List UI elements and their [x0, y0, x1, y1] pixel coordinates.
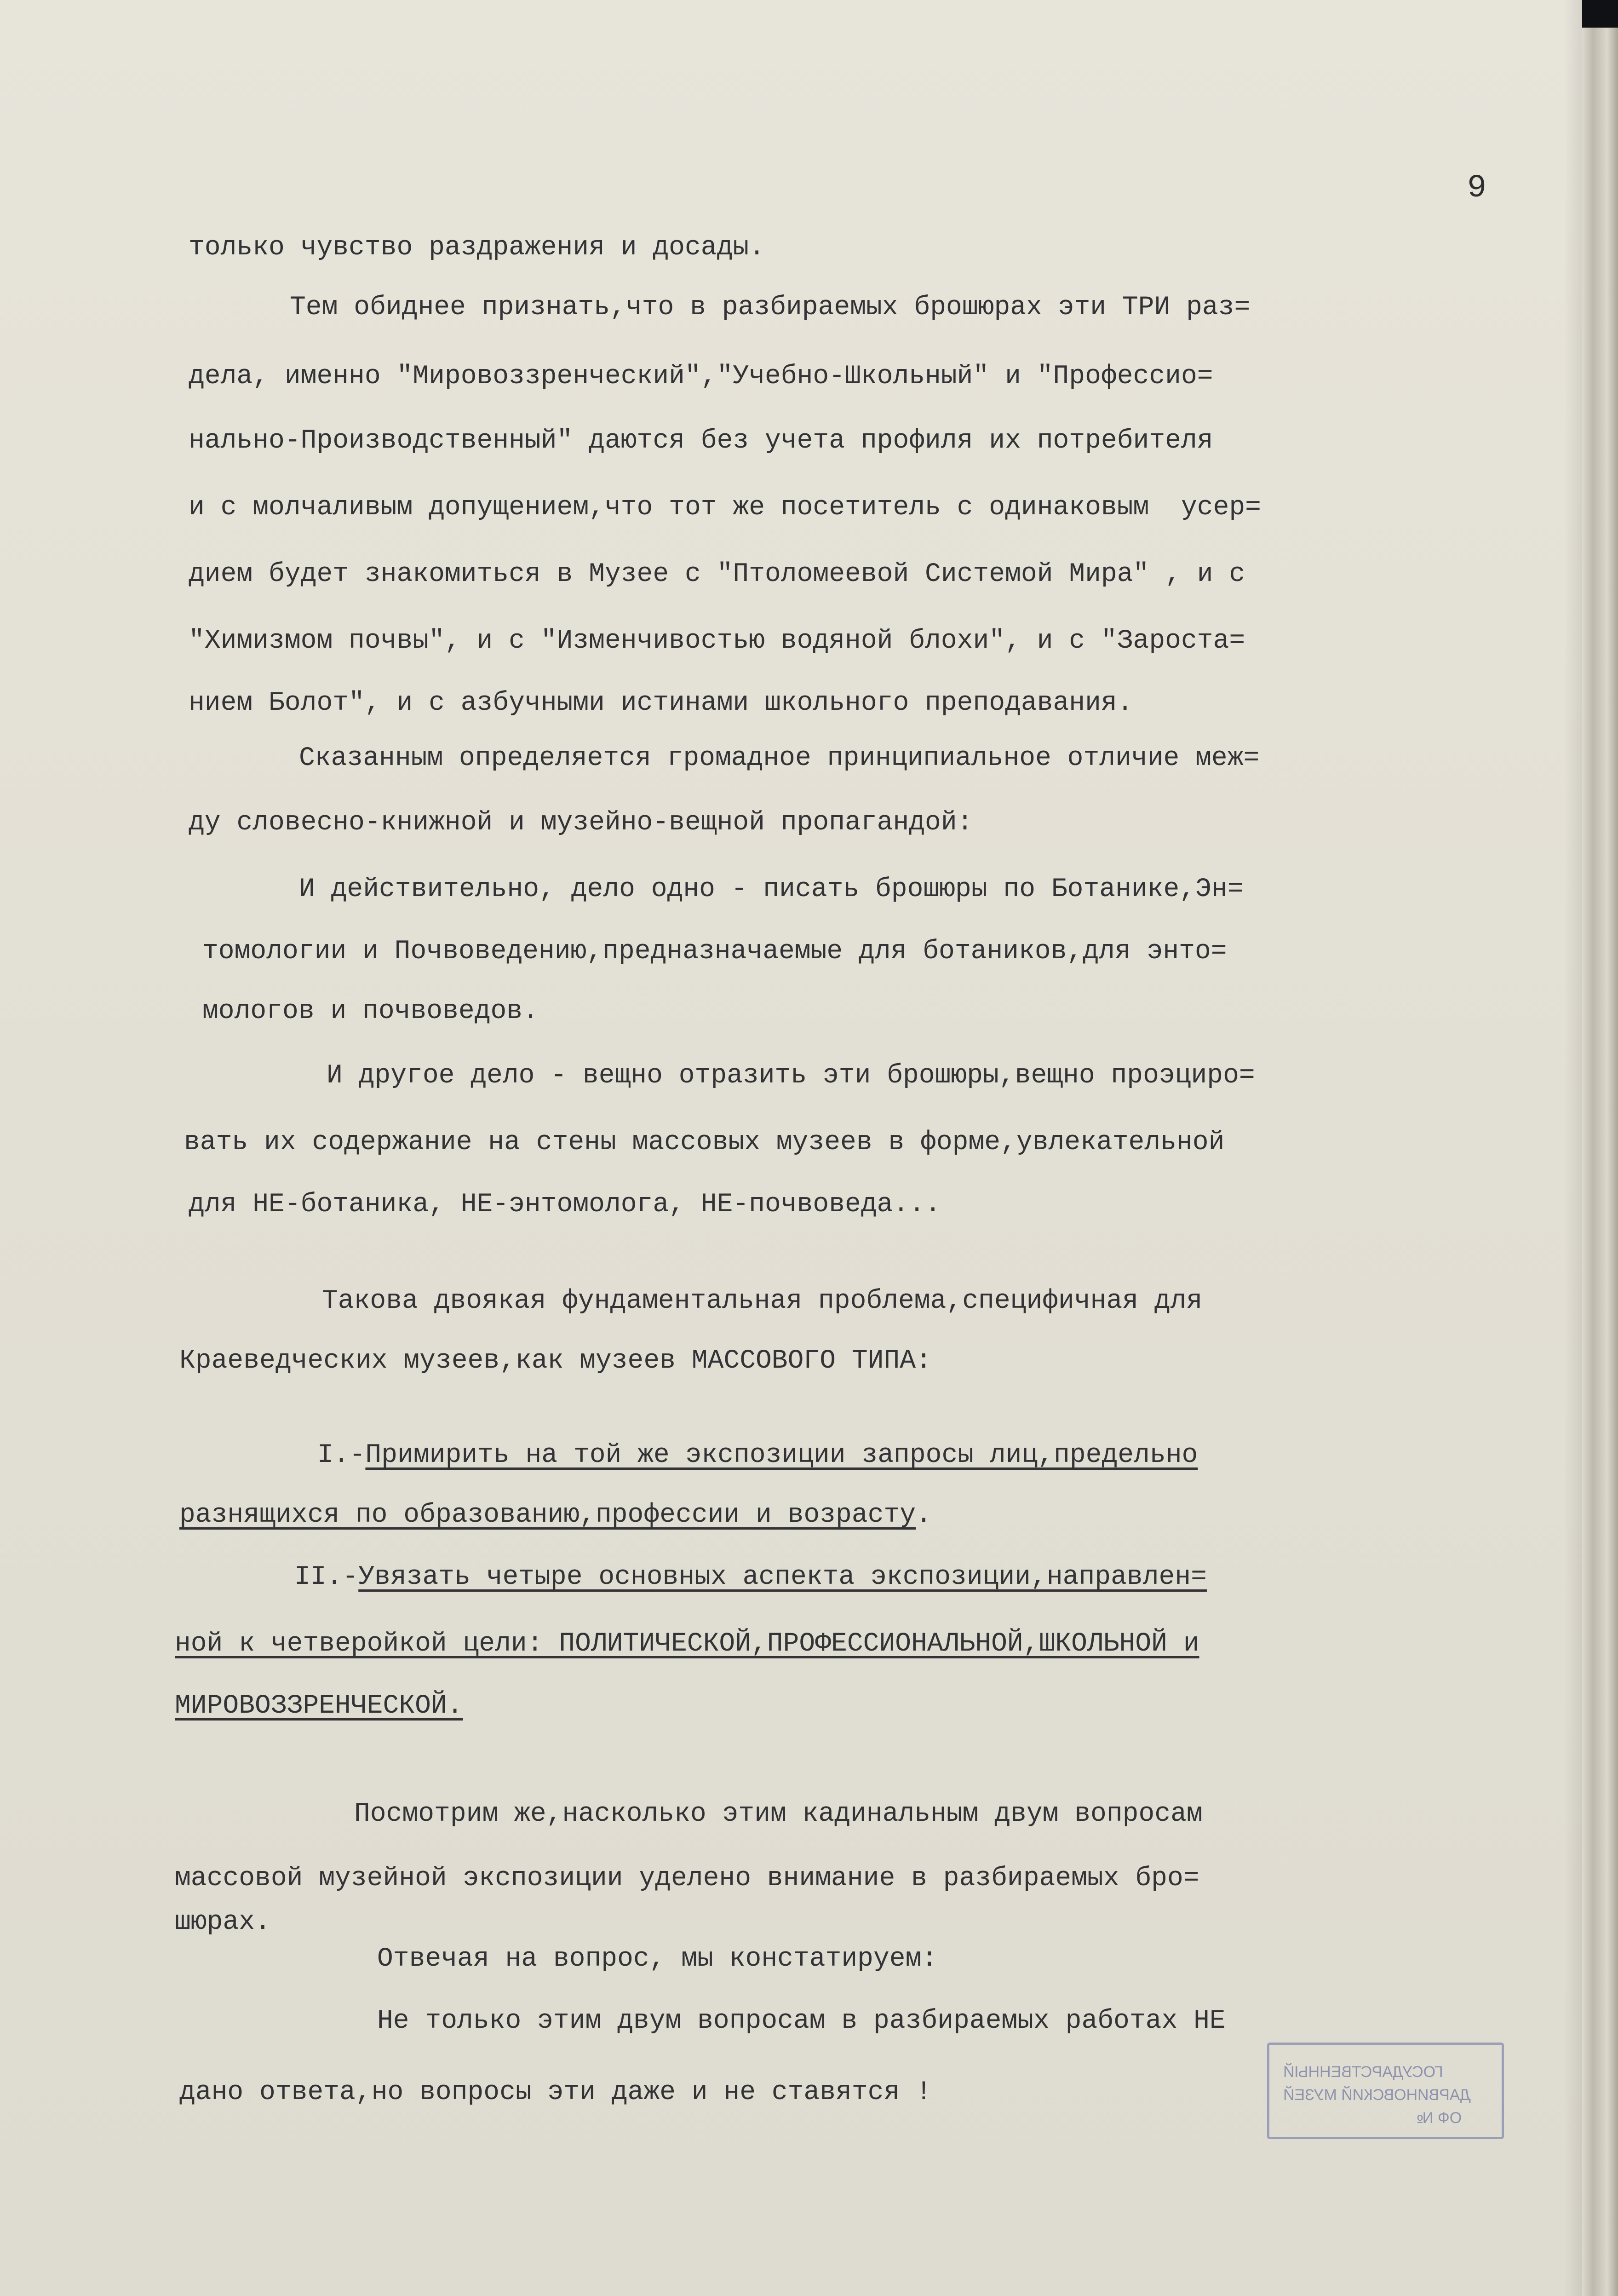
text-line: Посмотрим же,насколько этим кадинальным двум вопросам: [354, 1799, 1203, 1829]
text-line: Тем обиднее признать,что в разбираемых брошюрах эти ТРИ раз=: [290, 293, 1251, 322]
text-line: нием Болот", и с азбучными истинами школьного преподавания.: [189, 688, 1133, 718]
text-line: дано ответа,но вопросы эти даже и не ставятся !: [179, 2077, 932, 2107]
list-item-1-end: .: [916, 1500, 932, 1530]
text-line: ду словесно-книжной и музейно-вещной пропагандой:: [189, 808, 973, 838]
text-line: только чувство раздражения и досады.: [189, 233, 765, 263]
list-item-1-text-2: разнящихся по образованию,профессии и возрасту: [179, 1500, 916, 1530]
text-line: томологии и Почвоведению,предназначаемые для ботаников,для энто=: [202, 937, 1227, 967]
text-line: Краеведческих музеев,как музеев МАССОВОГО ТИПА:: [179, 1346, 932, 1376]
museum-stamp: [1267, 2043, 1504, 2139]
text-line: Такова двоякая фундаментальная проблема,специфичная для: [322, 1286, 1203, 1316]
text-line: И действительно, дело одно - писать брошюры по Ботанике,Эн=: [299, 875, 1244, 904]
text-line: шюрах.: [175, 1907, 271, 1937]
stamp-line-3: ОФ №: [1417, 2109, 1462, 2127]
text-line: Сказанным определяется громадное принципиальное отличие меж=: [299, 743, 1260, 773]
list-item-2-line-1: [294, 1564, 1207, 1591]
list-item-2-line-3: [175, 1693, 463, 1720]
text-line: нально-Производственный" даются без учета профиля их потребителя: [189, 426, 1213, 456]
text-line: и с молчаливым допущением,что тот же посетитель с одинаковым усер=: [189, 493, 1261, 523]
list-item-2-line-2: [175, 1631, 1199, 1657]
stamp-line-1: ГОСУДАРСТВЕННЫЙ: [1283, 2063, 1443, 2081]
text-line: И другое дело - вещно отразить эти брошюры,вещно проэциро=: [327, 1061, 1255, 1091]
text-line: Отвечая на вопрос, мы констатируем:: [377, 1944, 938, 1974]
text-line: вать их содержание на стены массовых музеев в форме,увлекательной: [184, 1128, 1225, 1157]
list-item-2-text-2: ной к четверойкой цели: ПОЛИТИЧЕСКОЙ,ПРОФЕССИОНАЛЬНОЙ,ШКОЛЬНОЙ и: [175, 1629, 1199, 1659]
list-item-1-number: I.-: [317, 1440, 366, 1470]
list-item-2-number: II.-: [294, 1562, 359, 1592]
text-line: "Химизмом почвы", и с "Изменчивостью водяной блохи", и с "Зароста=: [189, 626, 1245, 656]
page-number: 9: [1467, 170, 1487, 207]
list-item-1-line-2: [179, 1502, 932, 1529]
text-line: дием будет знакомиться в Музее с "Птоломеевой Системой Мира" , и с: [189, 559, 1245, 589]
text-line: Не только этим двум вопросам в разбираемых работах НЕ: [377, 2006, 1226, 2036]
list-item-1-line-1: [317, 1442, 1198, 1469]
text-line: дела, именно "Мировоззренческий","Учебно-Школьный" и "Профессио=: [189, 362, 1213, 391]
list-item-1-text-1: Примирить на той же экспозиции запросы лиц,предельно: [365, 1440, 1198, 1470]
text-line: массовой музейной экспозиции уделено внимание в разбираемых бро=: [175, 1864, 1199, 1893]
list-item-2-text-1: Увязать четыре основных аспекта экспозиции,направлен=: [358, 1562, 1207, 1592]
list-item-2-text-3: МИРОВОЗЗРЕНЧЕСКОЙ.: [175, 1691, 463, 1721]
text-line: для НЕ-ботаника, НЕ-энтомолога, НЕ-почвоведа...: [189, 1190, 941, 1220]
text-line: мологов и почвоведов.: [202, 996, 539, 1026]
stamp-line-2: ДАРВИНОВСКИЙ МУЗЕЙ: [1283, 2086, 1471, 2104]
